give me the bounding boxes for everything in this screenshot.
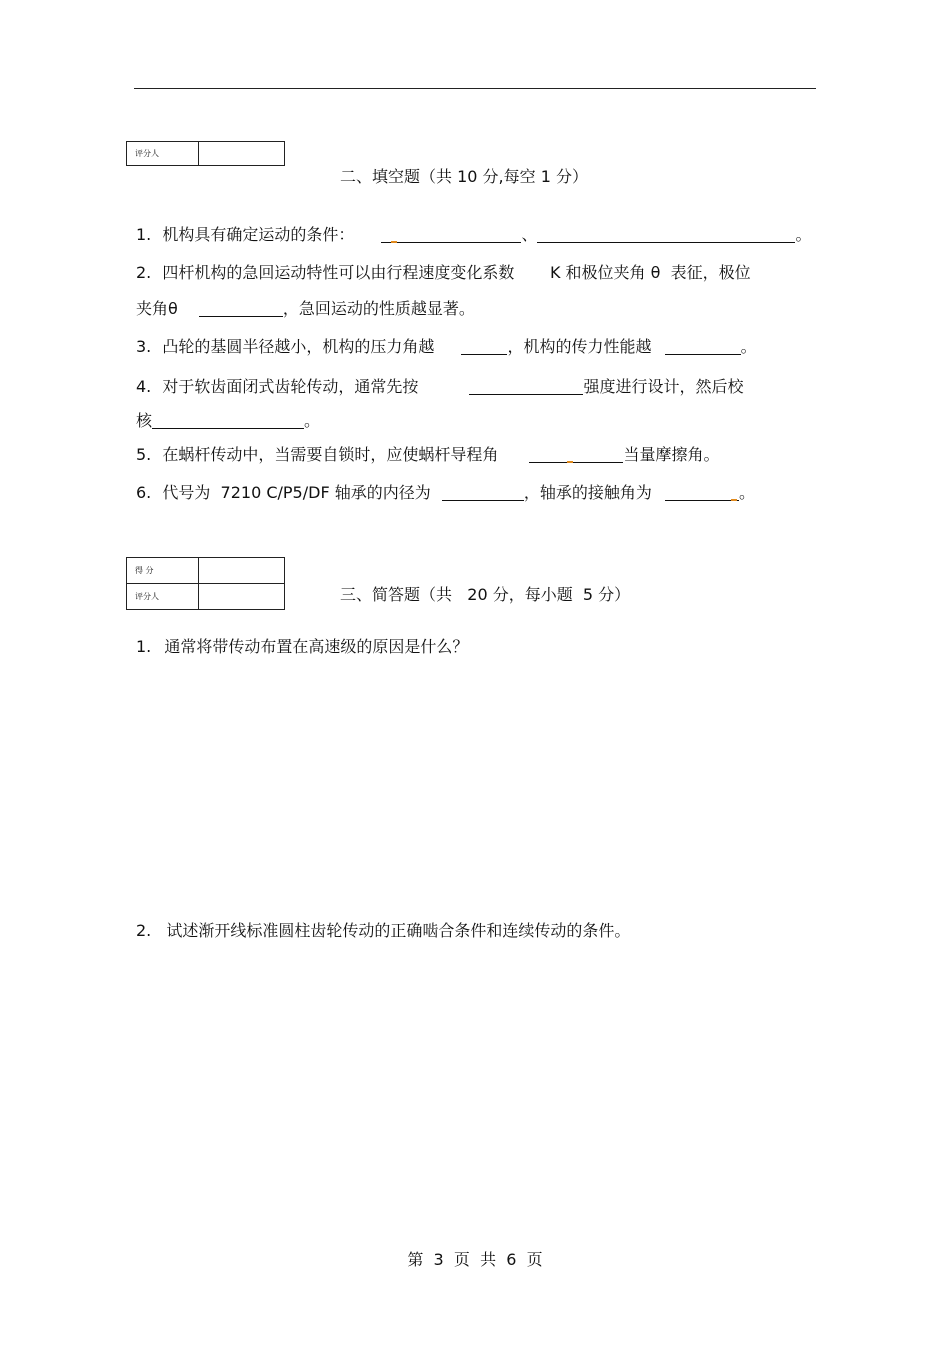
answer-area-3-1[interactable] — [136, 664, 816, 904]
answer-blank[interactable] — [537, 226, 795, 243]
answer-blank[interactable] — [461, 338, 507, 355]
question-number: 6. — [136, 483, 152, 502]
question-text: 通常将带传动布置在高速级的原因是什么？ — [164, 637, 469, 656]
question-text-mid: 强度进行设计，然后校 — [583, 377, 744, 396]
question-number: 2. — [136, 921, 152, 940]
question-text: 对于软齿面闭式齿轮传动，通常先按 — [162, 377, 419, 396]
question-text: 凸轮的基圆半径越小，机构的压力角越 — [162, 337, 435, 356]
question-text: 四杆机构的急回运动特性可以由行程速度变化系数 K 和极位夹角 θ 表征，极位 — [162, 263, 751, 282]
question-number: 1. — [136, 637, 152, 656]
answer-blank[interactable] — [381, 226, 521, 243]
answer-blank[interactable] — [469, 378, 583, 395]
score-box-section-2 — [126, 141, 285, 166]
end-mark: 。 — [740, 337, 757, 356]
question-text-mid: ，机构的传力性能越 — [507, 337, 652, 356]
question-number: 3. — [136, 337, 152, 356]
answer-blank[interactable] — [665, 484, 739, 501]
question-number: 1. — [136, 225, 152, 244]
question-text-mid: ，轴承的接触角为 — [523, 483, 652, 502]
question-3-1 — [136, 634, 468, 657]
blank-mark — [731, 499, 737, 501]
question-2-2-line2 — [136, 296, 475, 319]
end-mark: 。 — [738, 483, 755, 502]
answer-blank[interactable] — [665, 338, 741, 355]
answer-blank[interactable] — [152, 412, 304, 429]
answer-blank[interactable] — [199, 300, 283, 317]
question-text-tail: 当量摩擦角。 — [623, 445, 720, 464]
section-3-title: 三、简答题（共 20 分，每小题 5 分） — [340, 585, 631, 604]
question-2-2-line1 — [136, 260, 751, 283]
separator: 、 — [521, 225, 538, 244]
answer-area-3-2[interactable] — [136, 950, 816, 1230]
reviewer-label: 评分人 — [127, 142, 199, 166]
score-value — [199, 558, 285, 584]
question-2-4-line2 — [136, 408, 320, 431]
page-footer: 第 3 页 共 6 页 — [407, 1250, 543, 1269]
reviewer-value — [199, 142, 285, 166]
end-mark: 。 — [795, 225, 812, 244]
question-text-cont: 夹角θ — [136, 299, 178, 318]
header-rule — [134, 88, 816, 89]
question-number: 5. — [136, 445, 152, 464]
blank-mark — [567, 461, 573, 463]
score-box-section-3 — [126, 557, 285, 610]
end-mark: 。 — [304, 411, 321, 430]
reviewer-value — [199, 584, 285, 610]
question-2-6 — [136, 480, 755, 503]
answer-blank[interactable] — [442, 484, 524, 501]
question-2-3 — [136, 334, 757, 357]
score-label: 得 分 — [127, 558, 199, 584]
question-text-tail: ，急回运动的性质越显著。 — [282, 299, 475, 318]
question-text: 代号为 7210 C/P5/DF 轴承的内径为 — [162, 483, 431, 502]
question-3-2 — [136, 918, 630, 941]
section-2-title: 二、填空题（共 10 分,每空 1 分） — [340, 167, 588, 186]
question-text-cont: 核 — [136, 411, 153, 430]
blank-mark — [391, 241, 397, 243]
question-text: 试述渐开线标准圆柱齿轮传动的正确啮合条件和连续传动的条件。 — [166, 921, 631, 940]
question-text: 在蜗杆传动中，当需要自锁时，应使蜗杆导程角 — [162, 445, 499, 464]
question-number: 4. — [136, 377, 152, 396]
question-2-4-line1 — [136, 374, 743, 397]
answer-blank[interactable] — [529, 446, 623, 463]
reviewer-label: 评分人 — [127, 584, 199, 610]
question-2-5 — [136, 442, 719, 465]
question-number: 2. — [136, 263, 152, 282]
question-2-1 — [136, 222, 812, 245]
question-text: 机构具有确定运动的条件： — [162, 225, 355, 244]
